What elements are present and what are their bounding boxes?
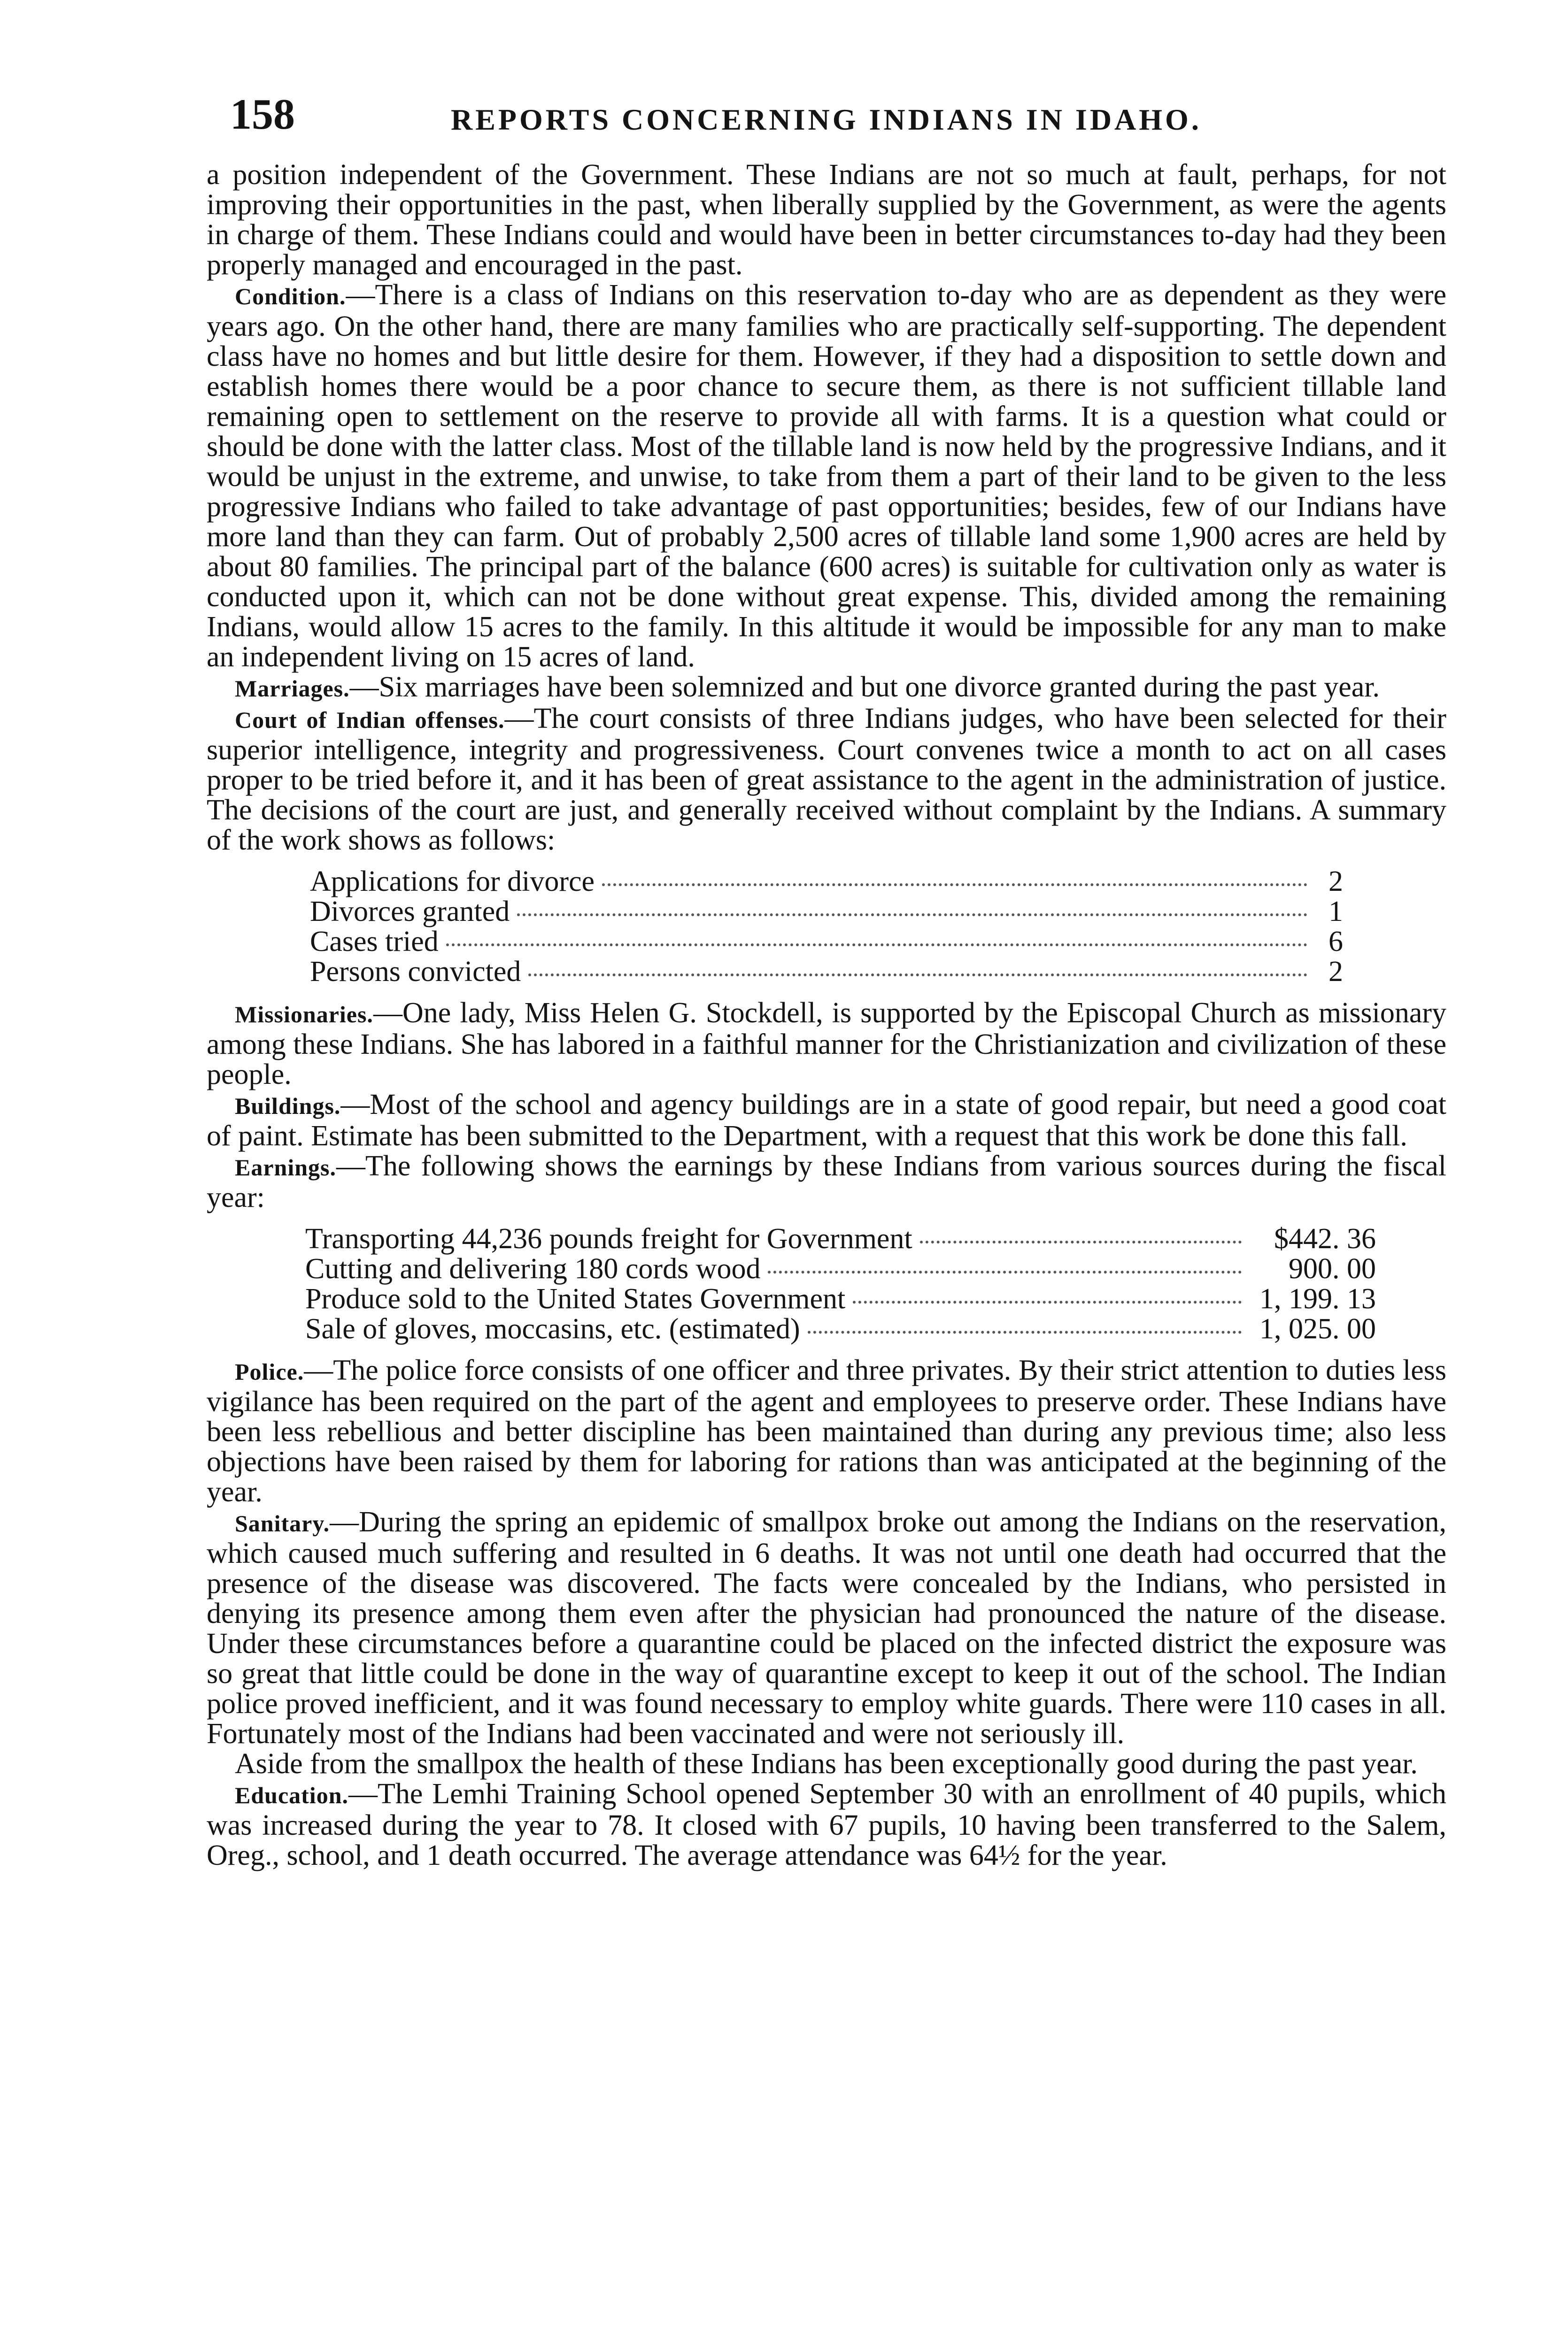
earnings-row bbox=[305, 1254, 1376, 1284]
earnings-value: 900. 00 bbox=[1289, 1253, 1376, 1285]
sanitary-heading: Sanitary. bbox=[235, 1510, 330, 1537]
summary-value: 6 bbox=[1329, 926, 1343, 958]
earnings-table bbox=[305, 1224, 1376, 1344]
dot-leader bbox=[528, 973, 1307, 976]
summary-row bbox=[310, 866, 1343, 896]
buildings-paragraph bbox=[207, 1089, 1446, 1151]
police-paragraph bbox=[207, 1355, 1446, 1507]
page-header bbox=[207, 89, 1446, 160]
earnings-row bbox=[305, 1314, 1376, 1344]
earnings-paragraph bbox=[207, 1151, 1446, 1213]
summary-label: Applications for divorce bbox=[310, 865, 595, 897]
dot-leader bbox=[768, 1271, 1242, 1274]
marriages-paragraph bbox=[207, 672, 1446, 703]
summary-label: Divorces granted bbox=[310, 896, 510, 927]
dot-leader bbox=[853, 1301, 1242, 1304]
dot-leader bbox=[920, 1241, 1242, 1244]
earnings-label: Transporting 44,236 pounds freight for Government bbox=[305, 1223, 912, 1255]
earnings-label: Sale of gloves, moccasins, etc. (estimated) bbox=[305, 1313, 800, 1345]
summary-row bbox=[310, 896, 1343, 927]
sanitary-text: —During the spring an epidemic of smallpox broke out among the Indians on the reservation, which caused much suffering and resulted in 6 deaths. It was not until one death had occurred that the presence of the disease was discovered. The facts were concealed by the Indians, who persisted in denying its presence among them even after the physician had pronounced the nature of the disease. Under these circumstances before a quarantine could be placed on the infected district the exposure was so great that little could be done in the way of quarantine except to keep it out of the school. The Indian police proved inefficient, and it was found necessary to employ white guards. There were 110 cases in all. Fortunately most of the Indians had been vaccinated and were not seriously ill. bbox=[207, 1506, 1446, 1750]
summary-row bbox=[310, 957, 1343, 987]
earnings-text: —The following shows the earnings by these Indians from various sources during the fiscal year: bbox=[207, 1150, 1446, 1213]
earnings-row bbox=[305, 1284, 1376, 1314]
education-text: —The Lemhi Training School opened September 30 with an enrollment of 40 pupils, which was increased during the year to 78. It closed with 67 pupils, 10 having been transferred to the Salem, Oreg., school, and 1 death occurred. The average attendance was 64½ for the year. bbox=[207, 1778, 1446, 1871]
summary-value: 2 bbox=[1329, 865, 1343, 897]
summary-row bbox=[310, 927, 1343, 957]
earnings-row bbox=[305, 1224, 1376, 1254]
summary-label: Persons convicted bbox=[310, 956, 521, 988]
document-body bbox=[207, 160, 1446, 1870]
court-heading: Court of Indian offenses. bbox=[235, 707, 505, 733]
earnings-heading: Earnings. bbox=[235, 1154, 337, 1181]
court-text: —The court consists of three Indians judges, who have been selected for their superior intelligence, integrity and progressiveness. Court convenes twice a month to act on all cases proper to be tried before it, and it has been of great assistance to the agent in the administration of justice. The decisions of the court are just, and generally received without complaint by the Indians. A summary of the work shows as follows: bbox=[207, 703, 1447, 856]
missionaries-text: —One lady, Miss Helen G. Stockdell, is supported by the Episcopal Church as missionary among these Indians. She has labored in a faithful manner for the Christianization and civilization of these people. bbox=[207, 997, 1446, 1090]
dot-leader bbox=[808, 1331, 1242, 1334]
missionaries-paragraph bbox=[207, 998, 1446, 1089]
police-text: —The police force consists of one officer and three privates. By their strict attention to duties less vigilance has been required on the part of the agent and employees to preserve order. These Indians have been less rebellious and better discipline has been maintained than during any previous time; also less objections have been raised by them for laboring for rations than was anticipated at the beginning of the year. bbox=[207, 1354, 1446, 1508]
buildings-heading: Buildings. bbox=[235, 1093, 341, 1119]
education-paragraph bbox=[207, 1779, 1446, 1870]
condition-text: —There is a class of Indians on this reservation to-day who are as dependent as they were years ago. On the other hand, there are many families who are practically self-supporting. The dependent class have no homes and but little desire for them. However, if they had a disposition to settle down and establish homes there would be a poor chance to secure them, as there is not sufficient tillable land remaining open to settlement on the reserve to provide all with farms. It is a question what could or should be done with the latter class. Most of the tillable land is now held by the progressive Indians, and it would be unjust in the extreme, and unwise, to take from them a part of their land to be given to the less progressive Indians who failed to take advantage of past opportunities; besides, few of our Indians have more land than they can farm. Out of probably 2,500 acres of tillable land some 1,900 acres are held by about 80 families. The principal part of the balance (600 acres) is suitable for cultivation only as water is conducted upon it, which can not be done without great expense. This, divided among the remaining Indians, would allow 15 acres to the family. In this altitude it would be impossible for any man to make an independent living on 15 acres of land. bbox=[207, 279, 1446, 673]
summary-value: 1 bbox=[1329, 896, 1343, 927]
running-title: REPORTS CONCERNING INDIANS IN IDAHO. bbox=[451, 103, 1202, 136]
police-heading: Police. bbox=[235, 1359, 304, 1385]
earnings-label: Produce sold to the United States Government bbox=[305, 1283, 846, 1315]
marriages-heading: Marriages. bbox=[235, 675, 350, 702]
buildings-text: —Most of the school and agency buildings are in a state of good repair, but need a good coat of paint. Estimate has been submitted to the Department, with a request that this work be done this fall. bbox=[207, 1089, 1446, 1152]
document-page bbox=[207, 89, 1446, 1870]
health-paragraph: Aside from the smallpox the health of these Indians has been exceptionally good during the past year. bbox=[235, 1748, 1418, 1780]
dot-leader bbox=[602, 883, 1307, 886]
earnings-value: $442. 36 bbox=[1274, 1223, 1376, 1255]
earnings-value: 1, 025. 00 bbox=[1259, 1313, 1376, 1345]
dot-leader bbox=[517, 913, 1307, 916]
marriages-text: —Six marriages have been solemnized and but one divorce granted during the past year. bbox=[349, 671, 1380, 703]
missionaries-heading: Missionaries. bbox=[235, 1001, 373, 1027]
summary-value: 2 bbox=[1329, 956, 1343, 988]
education-heading: Education. bbox=[235, 1782, 349, 1808]
sanitary-paragraph bbox=[207, 1507, 1446, 1749]
earnings-value: 1, 199. 13 bbox=[1259, 1283, 1376, 1315]
condition-heading: Condition. bbox=[235, 283, 346, 309]
summary-label: Cases tried bbox=[310, 926, 439, 958]
court-summary-table bbox=[310, 866, 1343, 987]
earnings-label: Cutting and delivering 180 cords wood bbox=[305, 1253, 761, 1285]
dot-leader bbox=[446, 943, 1307, 946]
intro-paragraph: a position independent of the Government. These Indians are not so much at fault, perhaps, for not improving their opportunities in the past, when liberally supplied by the Government, as were the agents in charge of them. These Indians could and would have been in better circumstances to-day had they been properly managed and encouraged in the past. bbox=[207, 159, 1446, 281]
page-number: 158 bbox=[230, 90, 295, 138]
condition-paragraph bbox=[207, 280, 1446, 672]
court-paragraph bbox=[207, 703, 1446, 855]
